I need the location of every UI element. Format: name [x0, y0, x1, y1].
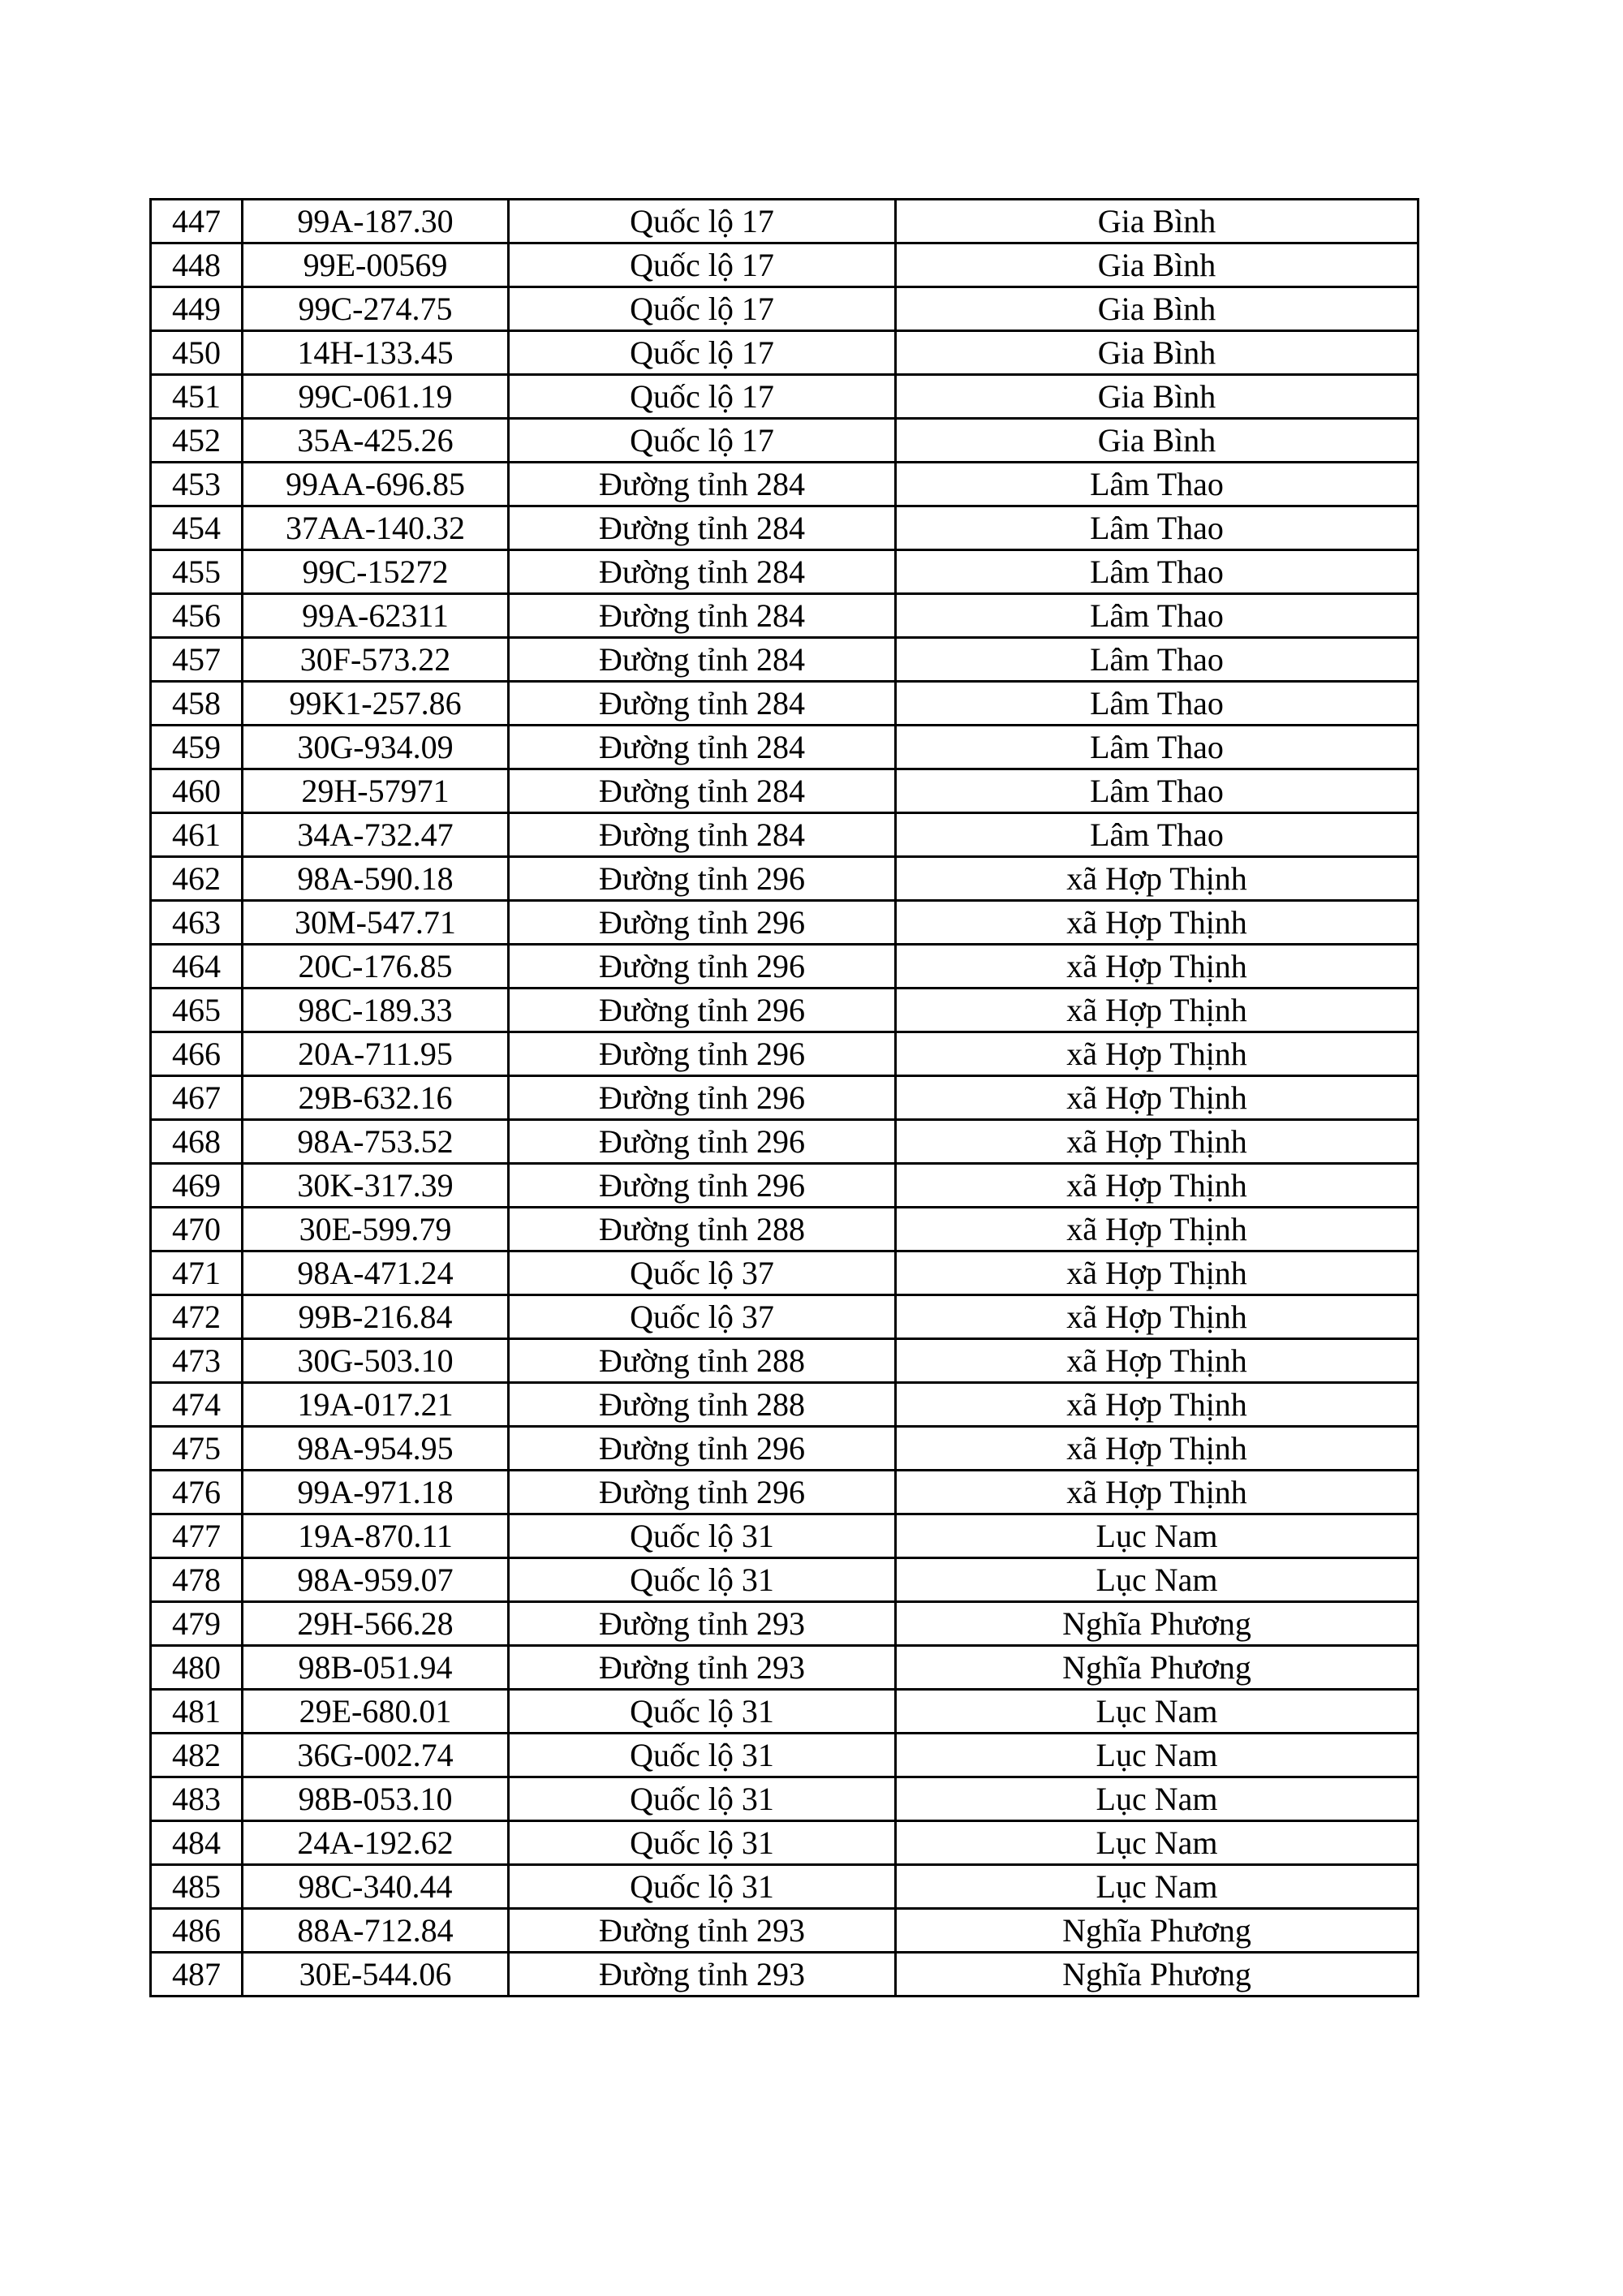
table-row — [151, 726, 1419, 769]
table-row — [151, 1821, 1419, 1865]
road-cell: Quốc lộ 17 — [509, 200, 896, 243]
license-plate-cell: 29H-57971 — [243, 769, 509, 813]
road-cell: Đường tỉnh 284 — [509, 769, 896, 813]
table-row — [151, 945, 1419, 989]
table-row — [151, 200, 1419, 243]
row-number-cell: 484 — [151, 1821, 243, 1865]
location-cell: Gia Bình — [896, 375, 1419, 419]
table-row — [151, 1953, 1419, 1997]
location-cell: xã Hợp Thịnh — [896, 1383, 1419, 1427]
table-row — [151, 1471, 1419, 1514]
license-plate-cell: 98A-590.18 — [243, 857, 509, 901]
location-cell: xã Hợp Thịnh — [896, 945, 1419, 989]
location-cell: Lục Nam — [896, 1777, 1419, 1821]
table-row — [151, 243, 1419, 287]
table-row — [151, 1120, 1419, 1164]
table-row — [151, 1164, 1419, 1208]
row-number-cell: 450 — [151, 331, 243, 375]
license-plate-cell: 99A-62311 — [243, 594, 509, 638]
location-cell: Lục Nam — [896, 1558, 1419, 1602]
violation-table-container — [149, 198, 1419, 1997]
location-cell: Nghĩa Phương — [896, 1953, 1419, 1997]
violation-table — [149, 198, 1419, 1997]
row-number-cell: 456 — [151, 594, 243, 638]
road-cell: Đường tỉnh 296 — [509, 1076, 896, 1120]
row-number-cell: 475 — [151, 1427, 243, 1471]
location-cell: Lục Nam — [896, 1690, 1419, 1734]
row-number-cell: 457 — [151, 638, 243, 682]
license-plate-cell: 29H-566.28 — [243, 1602, 509, 1646]
license-plate-cell: 99C-061.19 — [243, 375, 509, 419]
license-plate-cell: 98A-753.52 — [243, 1120, 509, 1164]
road-cell: Quốc lộ 31 — [509, 1777, 896, 1821]
license-plate-cell: 37AA-140.32 — [243, 506, 509, 550]
license-plate-cell: 98A-959.07 — [243, 1558, 509, 1602]
row-number-cell: 474 — [151, 1383, 243, 1427]
table-row — [151, 1208, 1419, 1251]
location-cell: Gia Bình — [896, 331, 1419, 375]
license-plate-cell: 20A-711.95 — [243, 1032, 509, 1076]
row-number-cell: 459 — [151, 726, 243, 769]
road-cell: Đường tỉnh 296 — [509, 901, 896, 945]
license-plate-cell: 30G-503.10 — [243, 1339, 509, 1383]
location-cell: Lục Nam — [896, 1734, 1419, 1777]
table-row — [151, 857, 1419, 901]
license-plate-cell: 99K1-257.86 — [243, 682, 509, 726]
location-cell: xã Hợp Thịnh — [896, 857, 1419, 901]
table-row — [151, 1865, 1419, 1909]
road-cell: Đường tỉnh 296 — [509, 1471, 896, 1514]
license-plate-cell: 30G-934.09 — [243, 726, 509, 769]
row-number-cell: 448 — [151, 243, 243, 287]
table-row — [151, 769, 1419, 813]
table-row — [151, 419, 1419, 463]
license-plate-cell: 88A-712.84 — [243, 1909, 509, 1953]
table-row — [151, 1514, 1419, 1558]
location-cell: Nghĩa Phương — [896, 1602, 1419, 1646]
table-row — [151, 1076, 1419, 1120]
table-row — [151, 638, 1419, 682]
row-number-cell: 455 — [151, 550, 243, 594]
row-number-cell: 449 — [151, 287, 243, 331]
row-number-cell: 471 — [151, 1251, 243, 1295]
license-plate-cell: 29B-632.16 — [243, 1076, 509, 1120]
location-cell: Lục Nam — [896, 1821, 1419, 1865]
location-cell: Lâm Thao — [896, 550, 1419, 594]
table-row — [151, 594, 1419, 638]
location-cell: xã Hợp Thịnh — [896, 1076, 1419, 1120]
location-cell: xã Hợp Thịnh — [896, 989, 1419, 1032]
row-number-cell: 485 — [151, 1865, 243, 1909]
table-row — [151, 682, 1419, 726]
row-number-cell: 451 — [151, 375, 243, 419]
location-cell: Gia Bình — [896, 419, 1419, 463]
row-number-cell: 461 — [151, 813, 243, 857]
road-cell: Đường tỉnh 284 — [509, 594, 896, 638]
road-cell: Đường tỉnh 284 — [509, 463, 896, 506]
road-cell: Đường tỉnh 296 — [509, 857, 896, 901]
road-cell: Quốc lộ 31 — [509, 1514, 896, 1558]
row-number-cell: 460 — [151, 769, 243, 813]
location-cell: xã Hợp Thịnh — [896, 1295, 1419, 1339]
license-plate-cell: 14H-133.45 — [243, 331, 509, 375]
license-plate-cell: 29E-680.01 — [243, 1690, 509, 1734]
road-cell: Đường tỉnh 296 — [509, 1120, 896, 1164]
table-row — [151, 1383, 1419, 1427]
license-plate-cell: 98C-340.44 — [243, 1865, 509, 1909]
license-plate-cell: 98B-053.10 — [243, 1777, 509, 1821]
road-cell: Quốc lộ 31 — [509, 1734, 896, 1777]
table-row — [151, 1690, 1419, 1734]
table-row — [151, 463, 1419, 506]
license-plate-cell: 30M-547.71 — [243, 901, 509, 945]
table-row — [151, 375, 1419, 419]
location-cell: Lâm Thao — [896, 813, 1419, 857]
road-cell: Quốc lộ 37 — [509, 1251, 896, 1295]
license-plate-cell: 98A-471.24 — [243, 1251, 509, 1295]
table-row — [151, 331, 1419, 375]
road-cell: Đường tỉnh 288 — [509, 1208, 896, 1251]
road-cell: Đường tỉnh 284 — [509, 682, 896, 726]
license-plate-cell: 98A-954.95 — [243, 1427, 509, 1471]
road-cell: Đường tỉnh 284 — [509, 638, 896, 682]
road-cell: Đường tỉnh 293 — [509, 1602, 896, 1646]
road-cell: Đường tỉnh 284 — [509, 506, 896, 550]
table-row — [151, 1558, 1419, 1602]
table-row — [151, 1427, 1419, 1471]
road-cell: Đường tỉnh 293 — [509, 1646, 896, 1690]
license-plate-cell: 24A-192.62 — [243, 1821, 509, 1865]
row-number-cell: 454 — [151, 506, 243, 550]
row-number-cell: 473 — [151, 1339, 243, 1383]
row-number-cell: 464 — [151, 945, 243, 989]
location-cell: xã Hợp Thịnh — [896, 1032, 1419, 1076]
location-cell: xã Hợp Thịnh — [896, 1120, 1419, 1164]
row-number-cell: 477 — [151, 1514, 243, 1558]
row-number-cell: 462 — [151, 857, 243, 901]
road-cell: Quốc lộ 31 — [509, 1821, 896, 1865]
license-plate-cell: 36G-002.74 — [243, 1734, 509, 1777]
license-plate-cell: 98C-189.33 — [243, 989, 509, 1032]
table-row — [151, 1251, 1419, 1295]
location-cell: xã Hợp Thịnh — [896, 1427, 1419, 1471]
license-plate-cell: 34A-732.47 — [243, 813, 509, 857]
road-cell: Đường tỉnh 296 — [509, 989, 896, 1032]
road-cell: Quốc lộ 17 — [509, 331, 896, 375]
row-number-cell: 466 — [151, 1032, 243, 1076]
row-number-cell: 479 — [151, 1602, 243, 1646]
license-plate-cell: 99AA-696.85 — [243, 463, 509, 506]
row-number-cell: 478 — [151, 1558, 243, 1602]
road-cell: Đường tỉnh 288 — [509, 1383, 896, 1427]
table-row — [151, 1646, 1419, 1690]
license-plate-cell: 99A-971.18 — [243, 1471, 509, 1514]
location-cell: Lâm Thao — [896, 726, 1419, 769]
road-cell: Đường tỉnh 293 — [509, 1953, 896, 1997]
road-cell: Quốc lộ 17 — [509, 375, 896, 419]
row-number-cell: 480 — [151, 1646, 243, 1690]
table-row — [151, 1295, 1419, 1339]
location-cell: xã Hợp Thịnh — [896, 1251, 1419, 1295]
row-number-cell: 453 — [151, 463, 243, 506]
row-number-cell: 482 — [151, 1734, 243, 1777]
table-row — [151, 550, 1419, 594]
location-cell: Lâm Thao — [896, 506, 1419, 550]
location-cell: Lâm Thao — [896, 594, 1419, 638]
road-cell: Đường tỉnh 284 — [509, 550, 896, 594]
location-cell: Lâm Thao — [896, 638, 1419, 682]
row-number-cell: 452 — [151, 419, 243, 463]
row-number-cell: 468 — [151, 1120, 243, 1164]
table-row — [151, 287, 1419, 331]
row-number-cell: 486 — [151, 1909, 243, 1953]
row-number-cell: 463 — [151, 901, 243, 945]
license-plate-cell: 99E-00569 — [243, 243, 509, 287]
table-row — [151, 901, 1419, 945]
location-cell: Lâm Thao — [896, 463, 1419, 506]
row-number-cell: 487 — [151, 1953, 243, 1997]
license-plate-cell: 35A-425.26 — [243, 419, 509, 463]
license-plate-cell: 99C-15272 — [243, 550, 509, 594]
location-cell: Lục Nam — [896, 1514, 1419, 1558]
license-plate-cell: 30K-317.39 — [243, 1164, 509, 1208]
location-cell: Nghĩa Phương — [896, 1909, 1419, 1953]
row-number-cell: 476 — [151, 1471, 243, 1514]
row-number-cell: 467 — [151, 1076, 243, 1120]
road-cell: Quốc lộ 17 — [509, 419, 896, 463]
road-cell: Quốc lộ 17 — [509, 243, 896, 287]
row-number-cell: 469 — [151, 1164, 243, 1208]
road-cell: Đường tỉnh 288 — [509, 1339, 896, 1383]
road-cell: Quốc lộ 17 — [509, 287, 896, 331]
row-number-cell: 447 — [151, 200, 243, 243]
location-cell: xã Hợp Thịnh — [896, 1208, 1419, 1251]
table-row — [151, 1032, 1419, 1076]
road-cell: Đường tỉnh 296 — [509, 1032, 896, 1076]
location-cell: xã Hợp Thịnh — [896, 1471, 1419, 1514]
license-plate-cell: 99B-216.84 — [243, 1295, 509, 1339]
license-plate-cell: 19A-870.11 — [243, 1514, 509, 1558]
location-cell: Gia Bình — [896, 243, 1419, 287]
location-cell: xã Hợp Thịnh — [896, 1339, 1419, 1383]
road-cell: Quốc lộ 31 — [509, 1690, 896, 1734]
table-row — [151, 1777, 1419, 1821]
road-cell: Quốc lộ 31 — [509, 1558, 896, 1602]
license-plate-cell: 98B-051.94 — [243, 1646, 509, 1690]
road-cell: Đường tỉnh 296 — [509, 945, 896, 989]
license-plate-cell: 99C-274.75 — [243, 287, 509, 331]
row-number-cell: 458 — [151, 682, 243, 726]
table-row — [151, 1734, 1419, 1777]
location-cell: Gia Bình — [896, 200, 1419, 243]
license-plate-cell: 30F-573.22 — [243, 638, 509, 682]
table-row — [151, 1909, 1419, 1953]
road-cell: Đường tỉnh 284 — [509, 726, 896, 769]
table-row — [151, 506, 1419, 550]
license-plate-cell: 30E-544.06 — [243, 1953, 509, 1997]
location-cell: Lâm Thao — [896, 682, 1419, 726]
road-cell: Đường tỉnh 284 — [509, 813, 896, 857]
location-cell: Lục Nam — [896, 1865, 1419, 1909]
row-number-cell: 465 — [151, 989, 243, 1032]
row-number-cell: 472 — [151, 1295, 243, 1339]
table-body — [151, 200, 1419, 1997]
location-cell: xã Hợp Thịnh — [896, 901, 1419, 945]
location-cell: xã Hợp Thịnh — [896, 1164, 1419, 1208]
row-number-cell: 481 — [151, 1690, 243, 1734]
license-plate-cell: 30E-599.79 — [243, 1208, 509, 1251]
license-plate-cell: 20C-176.85 — [243, 945, 509, 989]
road-cell: Đường tỉnh 296 — [509, 1164, 896, 1208]
table-row — [151, 989, 1419, 1032]
location-cell: Gia Bình — [896, 287, 1419, 331]
road-cell: Quốc lộ 37 — [509, 1295, 896, 1339]
road-cell: Đường tỉnh 293 — [509, 1909, 896, 1953]
license-plate-cell: 19A-017.21 — [243, 1383, 509, 1427]
table-row — [151, 813, 1419, 857]
location-cell: Nghĩa Phương — [896, 1646, 1419, 1690]
table-row — [151, 1339, 1419, 1383]
road-cell: Đường tỉnh 296 — [509, 1427, 896, 1471]
row-number-cell: 483 — [151, 1777, 243, 1821]
row-number-cell: 470 — [151, 1208, 243, 1251]
table-row — [151, 1602, 1419, 1646]
location-cell: Lâm Thao — [896, 769, 1419, 813]
license-plate-cell: 99A-187.30 — [243, 200, 509, 243]
road-cell: Quốc lộ 31 — [509, 1865, 896, 1909]
